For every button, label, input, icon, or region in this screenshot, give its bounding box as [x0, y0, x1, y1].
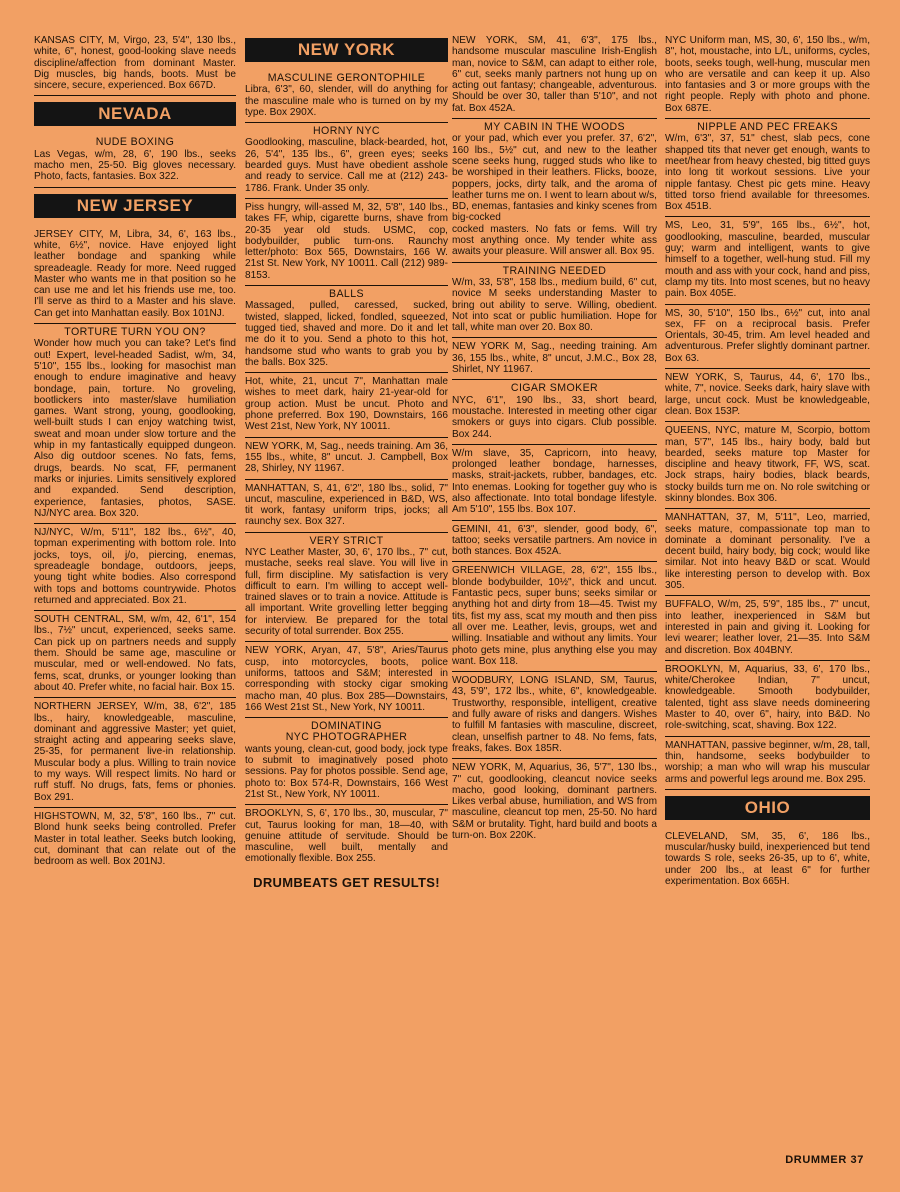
classified-ad: [245, 805, 448, 868]
classified-ad: [245, 70, 448, 123]
column-4: [665, 32, 870, 891]
tagline: DRUMBEATS GET RESULTS!: [253, 874, 440, 890]
ad-heading: CIGAR SMOKER: [510, 382, 599, 395]
ad-text: MANHATTAN, passive beginner, w/m, 28, tall, thin, handsome, seeks bodybuilder to worship; a man who will wrap his muscular arms and powerful legs around me. Box 295.: [665, 739, 870, 785]
ad-heading: TRAINING NEEDED: [502, 264, 607, 277]
classified-ad: [452, 759, 657, 845]
classified-ad: [245, 438, 448, 480]
ad-text: NEW YORK, M, Aquarius, 36, 5'7", 130 lbs., 7" cut, goodlooking, cleancut novice seeks macho, good looking, dominant partners. Likes verbal abuse, humiliation, and WS from masculine, cleancut top men, 25-50. No hard S&M or brutality. Tight, hard build and boots a turn-on. Box 220K.: [452, 762, 657, 841]
ad-text: GREENWICH VILLAGE, 28, 6'2", 155 lbs., blonde bodybuilder, 10½", thick and uncut. Fantastic pecs, super buns; seeks similar or anything hot and dirty from 18—45. Twist my tits, fist my ass, scat my mouth and then piss all over me. Leather, levis, groups, wet and willing. Insatiable and without any limits. Your photo gets mine, plus anything else you may want. Box 118.: [452, 565, 657, 667]
classified-ad: [34, 524, 236, 611]
ad-text: NJ/NYC, W/m, 5'11", 182 lbs., 6½", 40, topman experimenting with bottom role. Into jocks, toys, oil, j/o, piercing, enemas, spreadeagle bondage, outdoors, jeeps, young tight white bodies. Also correspond with tops and bottoms countrywide. Photos returned and appreciated. Box 21.: [34, 527, 236, 606]
classified-ad: [452, 521, 657, 563]
ad-text: NEW YORK, M, Sag., needs training. Am 36, 155 lbs., white, 8" uncut. J. Campbell, Box 28, Shirley, NY 11967.: [245, 440, 448, 475]
classified-ad: [34, 324, 236, 524]
ad-text: NYC, 6'1", 190 lbs., 33, short beard, moustache. Interested in meeting other cigar smokers or guys into cigars. Club possible. Box 244.: [452, 394, 657, 440]
classified-ad: [245, 123, 448, 199]
ad-heading: TORTURE TURN YOU ON?: [64, 326, 206, 339]
classified-ad: [452, 32, 657, 119]
ad-heading: VERY STRICT: [309, 534, 384, 547]
ad-text: CLEVELAND, SM, 35, 6', 186 lbs., muscular/husky build, inexperienced but tend towards S role, seeks 26-35, up to 6', white, under 200 lbs., at least 6" for further experimentation. Box 665H.: [665, 830, 870, 887]
ad-text: MANHATTAN, S, 41, 6'2", 180 lbs., solid, 7" uncut, masculine, experienced in B&D, WS, tit work, fantasy uniform trips, jocks; all raunchy sex. Box 327.: [245, 482, 448, 528]
classified-ad: [34, 134, 236, 187]
ad-text: QUEENS, NYC, mature M, Scorpio, bottom man, 5'7", 145 lbs., hairy body, bald but bearded, seeks mature top Master for discipline and heavy titwork, FF, WS, scat. Jock straps, hairy bodies, black beards, stocky builds turn me on. No role switching or skinny blondes. Box 306.: [665, 425, 870, 504]
classified-ad: [665, 737, 870, 790]
classified-ad: [665, 32, 870, 119]
classified-ad: [452, 338, 657, 380]
ad-text: SOUTH CENTRAL, SM, w/m, 42, 6'1", 154 lbs., 7½" uncut, experienced, seeks same. Can pick up on partners needs and supply them. Should be same age, masculine or muscular, med or well-endowed. No fats, fems, scat, drunks, or younger looking than about 40. Prefer white, no facial hair. Box 15.: [34, 614, 236, 693]
ad-heading: BALLS: [329, 288, 364, 301]
ad-text: wants young, clean-cut, good body, jock type to submit to imaginatively posed photo sessions. Pay for photos possible. Send age, photo to: Box 574-R, Downstairs, 166 West 21st St., New York, NY 10011.: [245, 743, 448, 800]
ad-text: W/m, 33, 5'8", 158 lbs., medium build, 6" cut, novice M seeks understanding Master to bring out ability to serve. Willing, obedient. Not into scat or public humiliation. Hope for tall, white man over 20. Box 80.: [452, 276, 657, 334]
ad-heading: HORNY NYC: [313, 125, 380, 138]
classified-ad: [34, 32, 236, 96]
ad-heading: DOMINATING NYC PHOTOGRAPHER: [285, 720, 408, 744]
column-1: [34, 32, 236, 871]
ad-text: JERSEY CITY, M, Libra, 34, 6', 163 lbs., white, 6½", novice. Have enjoyed light leather bondage and spanking while spreadeagle. Ready for more. Need rugged Master who wants me in that position so he can use me and let his friends use me, too. I'll serve as third to a Master and his slave. Can get into Manhattan easily. Box 101NJ.: [34, 228, 236, 319]
ad-heading: MASCULINE GERONTOPHILE: [267, 72, 426, 84]
classified-ad: [665, 119, 870, 217]
section-banner: OHIO: [665, 796, 870, 820]
classified-ad: [245, 480, 448, 533]
ad-text: MANHATTAN, 37, M, 5'11", Leo, married, seeks mature, compassionate top man to dominate a dominant personality. I've a decent build, hairy body, big cock; would like similar. Not into heavy B&D or scat. Would like interesting person to develop with. Box 305.: [665, 512, 870, 592]
ad-text: NORTHERN JERSEY, W/m, 38, 6'2", 185 lbs., hairy, knowledgeable, masculine, dominant and aggressive Master; yet quiet, straight acting and appearing seeks slave, 25-35, for permanent live-in relationship. Muscular body a plus. Willing to train novice to my ways. Will respect limits. No hard or ruff stuff. No drugs, fats, fems or phonies. Box 291.: [34, 701, 236, 803]
classified-ad: [34, 808, 236, 871]
ad-text: W/m slave, 35, Capricorn, into heavy, prolonged leather bondage, harnesses, masks, strait-jackets, rubber, bandages, etc. Into enemas. Looking for together guy who is also affectionate. Into total bondage lifestyle. Am 5'10", 155 lbs. Box 107.: [452, 447, 657, 516]
classified-ad: [245, 373, 448, 437]
ad-text: NYC Uniform man, MS, 30, 6', 150 lbs., w/m, 8", hot, moustache, into L/L, uniforms, cycles, boots, seeks tough, well-hung, muscular men who are versatile and can keep it up. Also into fantasies and 3 or more groups with the right people. Reply with photo and phone. Box 687E.: [665, 35, 870, 114]
classified-ad: [34, 226, 236, 324]
classified-ad: [245, 199, 448, 286]
ad-text: HIGHSTOWN, M, 32, 5'8", 160 lbs., 7" cut. Blond hunk seeks being controlled. Prefer Master in total leather. Seeks butch looking, cut, dominant that can relate out of the bedroom as well. Box 201NJ.: [34, 810, 236, 868]
ad-text: Goodlooking, masculine, black-bearded, hot, 26, 5'4", 135 lbs., 6", green eyes; seeks bearded guys. Must have obedient asshole and ready to service. Call me at (212) 243-1786. Frank. Under 35 only.: [245, 137, 448, 194]
ad-text: Hot, white, 21, uncut 7", Manhattan male wishes to meet dark, hairy 21-year-old for group action. Must be uncut. Photo and phone preferred. Box 190, Downstairs, 166 West 21st, New York, NY 10011.: [245, 376, 448, 433]
column-2: [245, 32, 448, 890]
ad-text: NEW YORK, S, Taurus, 44, 6', 170 lbs., white, 7", novice. Seeks dark, hairy slave with large, uncut cock. Must be knowledgeable, clean. Box 153P.: [665, 372, 870, 417]
classified-ad: [452, 263, 657, 339]
ad-text: BROOKLYN, S, 6', 170 lbs., 30, muscular, 7" cut, Taurus looking for man, 18—40, with genuine attitude of servitude. Should be masculine, well built, mentally and emotionally flexible. Box 255.: [245, 808, 448, 865]
classified-ad: [665, 661, 870, 737]
classified-ad: [665, 369, 870, 422]
ad-text: Las Vegas, w/m, 28, 6', 190 lbs., seeks macho men, 25-50. Big gloves necessary. Photo, facts, fantasies. Box 322.: [34, 148, 236, 183]
classified-ad: [34, 698, 236, 808]
ad-text: WOODBURY, LONG ISLAND, SM, Taurus, 43, 5'9", 172 lbs., white, 6", knowledgeable. Trustworthy, responsible, intelligent, creative and fully aware of risks and dangers. Wishes to fulfill M fantasies with masculine, discreet, clean, unselfish partner to 48. No fems, fats, freaks, fakes. Box 185R.: [452, 675, 657, 754]
classified-ad: [665, 509, 870, 596]
classified-ad: [452, 380, 657, 444]
section-banner: NEW JERSEY: [34, 194, 236, 218]
classified-ad: [665, 305, 870, 369]
ad-text: Piss hungry, will-assed M, 32, 5'8", 140 lbs., takes FF, whip, cigarette burns, shave from 20-35 year old studs. USMC, cop, bodybuilder, public turn-ons. Raunchy letter/photo: Box 565, Downstairs, 166 W. 21st St. New York, NY 10011. Call (212) 989-8153.: [245, 201, 448, 281]
column-3: [452, 32, 657, 845]
ad-heading: NUDE BOXING: [95, 136, 175, 149]
ad-text: or your pad, which ever you prefer. 37, 6'2", 160 lbs., 5½" cut, and new to the leather scene seeks hung, rugged studs who like to be worshiped in their leathers. Flicks, booze, poppers, jocks, dirty talk, and the aroma of leather turns me on. I went to learn about w/s, BD, enemas, fantasies and kinky scenes from big-cocked cocked masters. No fats or fems. Will try most anything once. My tender white ass awaits your pleasure. Will answer all. Box 95.: [452, 133, 657, 258]
ad-text: NYC Leather Master, 30, 6', 170 lbs., 7" cut, mustache, seeks real slave. You will live in full, firm discipline. My satisfaction is very difficult to earn. I'm willing to accept well-trained slaves or to train a novice. Attitude is all important. Write grovelling letter begging for interview. Be prepared for the total security of total surrender. Box 255.: [245, 546, 448, 638]
ad-text: Massaged, pulled, caressed, sucked, twisted, slapped, licked, fondled, squeezed, tugged tied, shaved and more. Do it and let me do it to you. Send a photo to this hot, handsome stud who wants to grab you by the balls. Box 325.: [245, 300, 448, 368]
ad-text: BROOKLYN, M, Aquarius, 33, 6', 170 lbs., white/Cherokee Indian, 7" uncut, knowledgeable. Smooth bodybuilder, talented, tight ass slave needs domineering Master to 40, over 6", hairy, into B&D. No role-switching, scat, shaving. Box 122.: [665, 663, 870, 732]
classified-ad: [452, 445, 657, 521]
ad-text: MS, 30, 5'10", 150 lbs., 6½" cut, into anal sex, FF on a reciprocal basis. Prefer Orientals, 30-45, trim. Am level headed and adventurous. Prefer slightly dominant partner. Box 63.: [665, 307, 870, 364]
classified-ad: [452, 562, 657, 672]
classified-ad: [245, 642, 448, 718]
ad-text: Libra, 6'3", 60, slender, will do anything for the masculine male who is turned on by my type. Box 290X.: [245, 84, 448, 118]
ad-heading: MY CABIN IN THE WOODS: [483, 121, 626, 134]
ad-text: GEMINI, 41, 6'3", slender, good body, 6", tattoo; seeks versatile partners. Am novice in both stances. Box 452A.: [452, 523, 657, 558]
ad-text: NEW YORK M, Sag., needing training. Am 36, 155 lbs., white, 8" uncut, J.M.C., Box 28, Shirlet, NY 11967.: [452, 341, 657, 376]
ad-heading: NIPPLE AND PEC FREAKS: [697, 121, 838, 134]
classified-ad: [245, 533, 448, 643]
ad-text: NEW YORK, Aryan, 47, 5'8", Aries/Taurus cusp, into motorcycles, boots, police uniforms, tattoos and S&M; interested in corresponding with stocky cigar smoking macho man, 40 plus. Box 285—Downstairs, 166 West 21st St., New York, NY 10011.: [245, 645, 448, 713]
ad-text: Wonder how much you can take? Let's find out! Expert, level-headed Sadist, w/m, 34, 5'10", 155 lbs., looking for masochist man enough to endure imaginative and heavy bondage, pain, torture. No groveling, bootlickers into master/slave humiliation games. Want strong, young, goodlooking, well-built studs I can enjoy watching twist, sweat and moan under slow torture and the whip in my fantastically equipped dungeon. Also dig outdoor scenes. No fats, fems, drugs, beards. No scat, FF, permanent marks or injuries. Limits sensitively explored and expanded. Send description, experience, fantasies, photos, SASE. NJ/NYC area. Box 320.: [34, 338, 236, 519]
page-footer: DRUMMER 37: [785, 1154, 864, 1166]
ad-text: MS, Leo, 31, 5'9", 165 lbs., 6½", hot, goodlooking, masculine, bearded, muscular guy; warm and intelligent, wants to give himself to a together, well-hung stud. Fill my mouth and ass with your cock, hand and piss, clamp my tits. Into most scenes, but no heavy pain. Box 405E.: [665, 220, 870, 300]
classified-ad: [665, 596, 870, 660]
classified-ad: [665, 217, 870, 304]
section-banner: NEVADA: [34, 102, 236, 126]
ad-text: KANSAS CITY, M, Virgo, 23, 5'4", 130 lbs., white, 6", honest, good-looking slave needs discipline/affection from dominant Master. Dig muscles, big hands, boots. Must be sincere, secure, experienced. Box 667D.: [34, 35, 236, 92]
ad-text: W/m, 6'3", 37, 51" chest, slab pecs, cone shapped tits that never get enough, wants to meet/hear from heavy chested, big titted guys into long tit workout sessions. Live your nipple fantasy. Chest pic gets mine. Heavy titted torso friend available for threesomes. Box 451B.: [665, 133, 870, 213]
section-banner: NEW YORK: [245, 38, 448, 62]
ad-text: NEW YORK, SM, 41, 6'3", 175 lbs., handsome muscular masculine Irish-English man, novice to S&M, can adapt to either role, 6" cut, seeks manly partners not hung up on acting out fantasy; changeable, adventurous. Should be over 30, taller than 5'10", and not fat. Box 452A.: [452, 35, 657, 114]
classified-ad: [452, 672, 657, 759]
classified-ad: [665, 422, 870, 509]
classified-ad: [245, 286, 448, 373]
classified-ad: [34, 611, 236, 698]
ad-text: BUFFALO, W/m, 25, 5'9", 185 lbs., 7" uncut, into leather, inexperienced in S&M but interested in pain and giving it. Looking for levi wearer; leather lover, 21—35. Into S&M and discretion. Box 404BNY.: [665, 599, 870, 656]
classified-ad: [245, 718, 448, 805]
classified-ad: [665, 828, 870, 891]
classified-ad: [452, 119, 657, 263]
